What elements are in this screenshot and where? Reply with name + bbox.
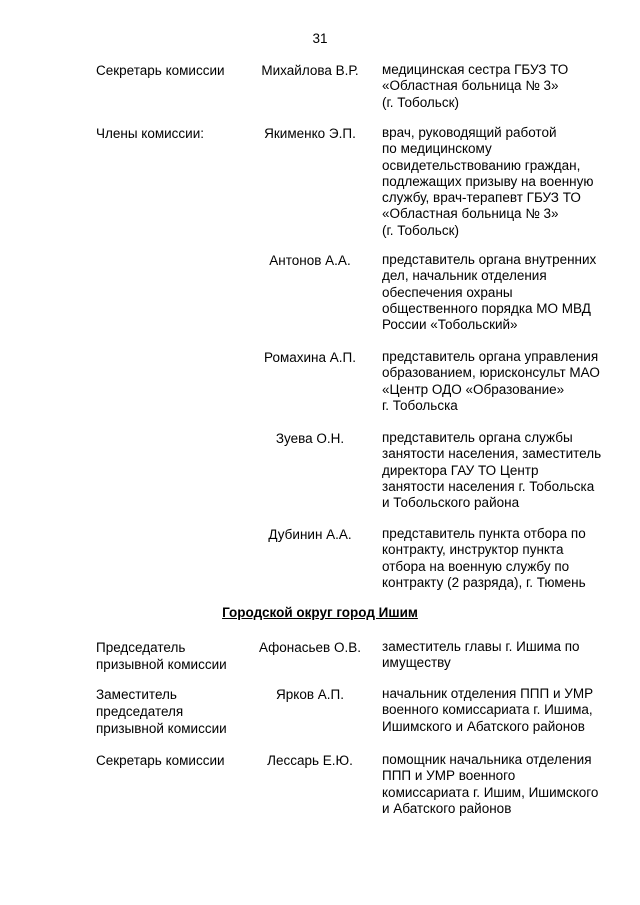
member-role-line: призывной комиссии: [96, 721, 227, 736]
description-line: комиссариата г. Ишим, Ишимского: [382, 784, 599, 800]
description-line: заместитель главы г. Ишима по: [382, 639, 580, 654]
member-name: Лессарь Е.Ю.: [267, 753, 353, 768]
description-line: России «Тобольский»: [382, 317, 518, 333]
member-description: [382, 349, 622, 414]
description-line: подлежащих призыву на военную: [382, 173, 594, 189]
member-role: [96, 686, 256, 737]
description-line: «Областная больница № 3»: [382, 78, 559, 94]
description-line: «Центр ОДО «Образование»: [382, 381, 565, 397]
description-line: общественного порядка МО МВД: [382, 300, 591, 316]
member-role-line: Секретарь комиссии: [96, 753, 225, 768]
description-line: начальник отделения ППП и УМР: [382, 686, 594, 701]
member-role-line: Заместитель: [96, 687, 177, 702]
member-description: [382, 430, 622, 511]
member-role-line: Члены комиссии:: [96, 126, 205, 141]
description-line: службу, врач-терапевт ГБУЗ ТО: [382, 190, 581, 206]
description-line: г. Тобольска: [382, 397, 458, 413]
member-name: Зуева О.Н.: [275, 431, 345, 446]
description-line: занятости населения, заместитель: [382, 446, 602, 462]
member-description: [382, 639, 622, 672]
member-description: [382, 62, 622, 111]
description-line: имуществу: [382, 655, 451, 671]
description-line: отбора на военную службу по: [382, 558, 570, 574]
description-line: «Областная больница № 3»: [382, 206, 559, 222]
member-role-line: призывной комиссии: [96, 657, 227, 672]
member-description: [382, 252, 622, 333]
description-line: по медицинскому: [382, 141, 492, 157]
description-line: представитель органа управления: [382, 349, 599, 364]
description-line: дел, начальник отделения: [382, 268, 547, 284]
member-role: [96, 125, 256, 142]
member-description: [382, 752, 622, 817]
description-line: представитель органа службы: [382, 430, 573, 445]
description-line: помощник начальника отделения: [382, 752, 592, 767]
member-description: [382, 526, 622, 591]
description-line: врач, руководящий работой: [382, 125, 557, 140]
description-line: директора ГАУ ТО Центр: [382, 462, 539, 478]
description-line: образованием, юрисконсульт МАО: [382, 365, 600, 381]
description-line: и Тобольского района: [382, 495, 520, 511]
description-line: и Абатского районов: [382, 800, 512, 816]
description-line: представитель пункта отбора по: [382, 526, 586, 541]
member-role-line: председателя: [96, 704, 184, 719]
member-role: [96, 639, 256, 673]
member-description: [382, 125, 622, 239]
member-name: Антонов А.А.: [269, 253, 351, 268]
member-name: Ромахина А.П.: [264, 350, 356, 365]
description-line: (г. Тобольск): [382, 222, 459, 238]
member-name: Якименко Э.П.: [264, 126, 356, 141]
member-name: Михайлова В.Р.: [261, 63, 359, 78]
description-line: военного комиссариата г. Ишима,: [382, 702, 593, 718]
section-heading: Городской округ город Ишим: [222, 605, 418, 620]
member-name: Ярков А.П.: [276, 687, 344, 702]
description-line: представитель органа внутренних: [382, 252, 597, 267]
description-line: контракту (2 разряда), г. Тюмень: [382, 574, 586, 590]
description-line: Ишимского и Абатского районов: [382, 718, 585, 734]
description-line: ППП и УМР военного: [382, 768, 516, 784]
member-role: [96, 62, 256, 79]
member-role: [96, 752, 256, 769]
description-line: медицинская сестра ГБУЗ ТО: [382, 62, 569, 77]
member-name: Афонасьев О.В.: [259, 640, 361, 655]
member-role-line: Председатель: [96, 640, 186, 655]
description-line: (г. Тобольск): [382, 94, 459, 110]
description-line: освидетельствованию граждан,: [382, 157, 581, 173]
description-line: обеспечения охраны: [382, 284, 513, 300]
description-line: контракту, инструктор пункта: [382, 542, 564, 558]
member-name: Дубинин А.А.: [268, 527, 352, 542]
description-line: занятости населения г. Тобольска: [382, 478, 595, 494]
page-number: 31: [312, 31, 328, 46]
member-description: [382, 686, 622, 735]
member-role-line: Секретарь комиссии: [96, 63, 225, 78]
